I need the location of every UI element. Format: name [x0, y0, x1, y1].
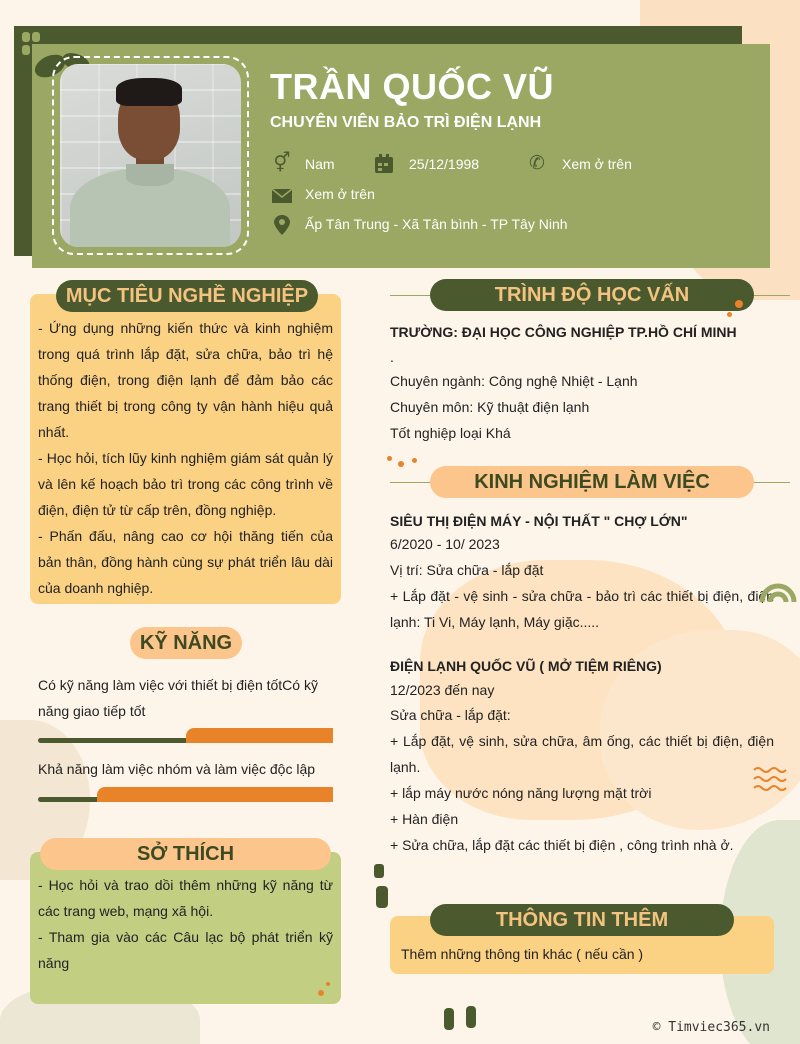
leaf-icon: [440, 1004, 490, 1034]
hobbies-heading: SỞ THÍCH: [40, 838, 331, 870]
email-icon: [271, 185, 293, 207]
gender-value: Nam: [305, 156, 335, 172]
decor-dot: [735, 300, 743, 308]
phone-value: Xem ở trên: [562, 156, 632, 172]
skill-label: Khả năng làm việc nhóm và làm việc độc lập: [38, 761, 316, 777]
arch-icon: [758, 568, 798, 602]
address-value: Ấp Tân Trung - Xã Tân bình - TP Tây Ninh: [305, 216, 568, 232]
candidate-name: TRẦN QUỐC VŨ: [270, 66, 554, 107]
job-line: + Lắp đặt, vệ sinh, sửa chữa, âm ống, các thiết bị điện, điện lạnh.: [390, 733, 774, 775]
extra-text: Thêm những thông tin khác ( nếu cần ): [401, 946, 644, 962]
decor-dot: [387, 456, 392, 461]
job-period: 12/2023 đến nay: [390, 682, 495, 698]
decor-dot: [398, 461, 404, 467]
profile-photo: [60, 64, 241, 247]
candidate-position: CHUYÊN VIÊN BẢO TRÌ ĐIỆN LẠNH: [270, 114, 542, 131]
hobby-paragraph: - Tham gia vào các Câu lạc bộ phát triển kỹ năng: [38, 929, 333, 971]
hobby-paragraph: - Học hỏi và trao dồi thêm những kỹ năng từ các trang web, mạng xã hội.: [38, 877, 333, 919]
skills-heading: KỸ NĂNG: [130, 627, 242, 659]
skill-bar-fill: [186, 728, 333, 743]
job-company: SIÊU THỊ ĐIỆN MÁY - NỘI THẤT " CHỢ LỚN": [390, 513, 688, 529]
decor-dot: [412, 458, 417, 463]
education-dot: .: [390, 349, 394, 365]
objective-paragraph: - Ứng dụng những kiến thức và kinh nghiệm trong quá trình lắp đặt, sửa chữa, bảo trì hệ thống điện, trong điện lạnh để đảm bảo các trang thiết bị trong công ty vận hành hiệu quả nhất.: [38, 320, 333, 440]
leaf-icon: [372, 862, 404, 912]
job-line: Sửa chữa - lắp đặt:: [390, 707, 511, 723]
location-icon: [271, 214, 293, 236]
objective-paragraph: - Học hỏi, tích lũy kinh nghiệm giám sát quản lý và lên kế hoạch bảo trì trong các công trình về điện, điện tử từ cấp trên, đồng nghiệp.: [38, 450, 333, 518]
objective-text: [38, 315, 333, 601]
education-heading: TRÌNH ĐỘ HỌC VẤN: [430, 279, 754, 311]
objective-paragraph: - Phấn đấu, nâng cao cơ hội thăng tiến của bản thân, đồng hành cùng sự phát triển lâu dài của doanh nghiệp.: [38, 528, 333, 596]
education-grade: Tốt nghiệp loại Khá: [390, 425, 511, 441]
job-details: [390, 702, 774, 858]
job-details: [390, 557, 774, 635]
decor-dot: [326, 982, 330, 986]
education-school: TRƯỜNG: ĐẠI HỌC CÔNG NGHIỆP TP.HỒ CHÍ MINH: [390, 324, 737, 340]
job-line: + Sửa chữa, lắp đặt các thiết bị điện , công trình nhà ở.: [390, 837, 734, 853]
footer-credit: © Timviec365.vn: [652, 1020, 770, 1035]
experience-heading: KINH NGHIỆM LÀM VIỆC: [430, 466, 754, 498]
education-specialty: Chuyên môn: Kỹ thuật điện lạnh: [390, 399, 590, 415]
extra-heading: THÔNG TIN THÊM: [430, 904, 734, 936]
job-line: + Hàn điện: [390, 811, 459, 827]
calendar-icon: [373, 153, 395, 175]
job-line: Vị trí: Sửa chữa - lắp đặt: [390, 562, 544, 578]
skill-label: Có kỹ năng làm việc với thiết bị điện tốtCó kỹ năng giao tiếp tốt: [38, 677, 318, 719]
job-period: 6/2020 - 10/ 2023: [390, 536, 500, 552]
decor-dot: [318, 990, 324, 996]
phone-icon: ✆: [529, 153, 545, 174]
decor-dot: [727, 312, 732, 317]
job-line: + Lắp đặt - vệ sinh - sửa chữa - bảo trì các thiết bị điện, điện lạnh: Ti Vi, Máy lạnh, Máy giặc.....: [390, 588, 774, 630]
hobbies-text: [38, 872, 333, 976]
job-line: + lắp máy nước nóng năng lượng mặt trời: [390, 785, 652, 801]
email-value: Xem ở trên: [305, 186, 375, 202]
skill-bar-fill: [97, 787, 333, 802]
wave-icon: [752, 764, 788, 794]
gender-icon: ⚥: [273, 153, 291, 174]
birthday-value: 25/12/1998: [409, 156, 480, 172]
objective-heading: MỤC TIÊU NGHỀ NGHIỆP: [56, 280, 318, 312]
job-company: ĐIỆN LẠNH QUỐC VŨ ( MỞ TIỆM RIÊNG): [390, 658, 662, 674]
education-major: Chuyên ngành: Công nghệ Nhiệt - Lạnh: [390, 373, 638, 389]
